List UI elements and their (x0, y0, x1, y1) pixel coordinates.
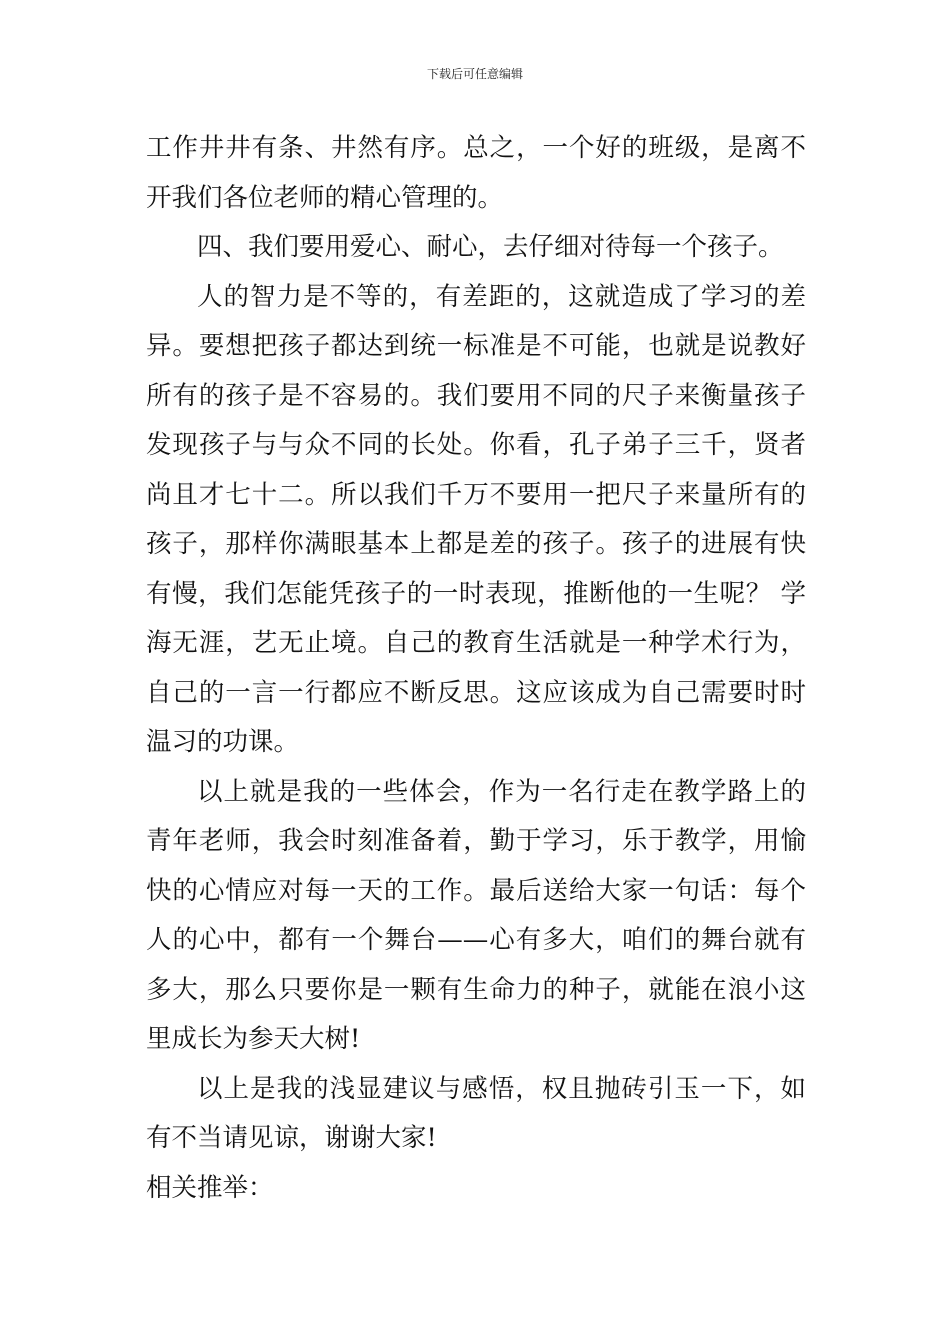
paragraph-continuation: 工作井井有条、井然有序。总之，一个好的班级，是离不开我们各位老师的精心管理的。 (146, 133, 806, 213)
paragraph-intelligence: 人的智力是不等的，有差距的，这就造成了学习的差异。要想把孩子都达到统一标准是不可能，也就是说教好所有的孩子是不容易的。我们要用不同的尺子来衡量孩子发现孩子与与众不同的长处。你看，孔子弟子三千，贤者尚且才七十二。所以我们千万不要用一把尺子来量所有的孩子，那样你满眼基本上都是差的孩子。孩子的进展有快有慢，我们怎能凭孩子的一时表现，推断他的一生呢？ 学海无涯，艺无止境。自己的教育生活就是一种学术行为，自己的一言一行都应不断反思。这应该成为自己需要时时温习的功课。 (146, 281, 806, 757)
document-body (146, 124, 806, 1213)
paragraph-section-heading: 四、我们要用爱心、耐心，去仔细对待每一个孩子。 (197, 232, 784, 262)
related-recommendations-label: 相关推举： (146, 1172, 274, 1203)
paragraph-closing: 以上是我的浅显建议与感悟，权且抛砖引玉一下，如有不当请见谅，谢谢大家! (146, 1073, 806, 1153)
page-header: 下载后可任意编辑 (426, 67, 523, 81)
paragraph-reflection: 以上就是我的一些体会，作为一名行走在教学路上的青年老师，我会时刻准备着，勤于学习，乐于教学，用愉快的心情应对每一天的工作。最后送给大家一句话：每个人的心中，都有一个舞台——心有多大，咱们的舞台就有多大，那么只要你是一颗有生命力的种子，就能在浪小这里成长为参天大树! (146, 776, 806, 1054)
